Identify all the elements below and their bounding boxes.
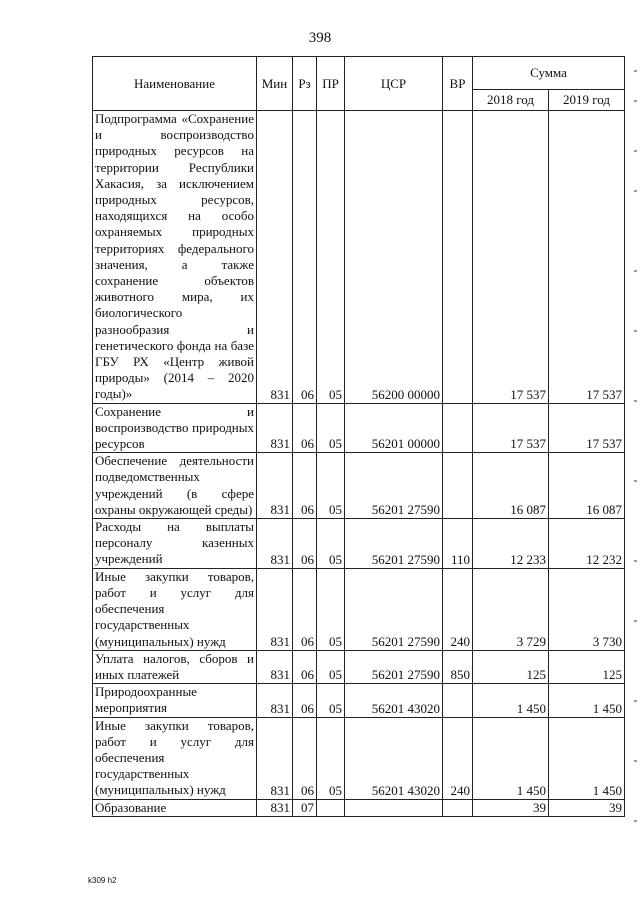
cell-vr: 240: [443, 717, 473, 799]
cell-2018: 17 537: [473, 111, 549, 404]
cell-2018: 1 450: [473, 684, 549, 717]
cell-csr: 56200 00000: [345, 111, 443, 404]
cell-2019: 16 087: [549, 453, 625, 519]
cell-rz: 06: [293, 717, 317, 799]
cell-2018: 125: [473, 650, 549, 683]
cell-min: 831: [257, 403, 293, 453]
cell-min: 831: [257, 650, 293, 683]
cell-2019: 12 232: [549, 519, 625, 569]
cell-rz: 06: [293, 453, 317, 519]
table-row: [93, 403, 625, 453]
cell-rz: 06: [293, 684, 317, 717]
cell-2018: 17 537: [473, 403, 549, 453]
cell-vr: [443, 684, 473, 717]
cell-name: Уплата налогов, сборов и иных платежей: [93, 650, 257, 683]
header-rz: Рз: [293, 57, 317, 111]
cell-name: Природоохранные мероприятия: [93, 684, 257, 717]
table-row: [93, 684, 625, 717]
cell-rz: 06: [293, 111, 317, 404]
cell-min: 831: [257, 568, 293, 650]
cell-csr: 56201 27590: [345, 650, 443, 683]
cell-2019: 3 730: [549, 568, 625, 650]
cell-rz: 06: [293, 568, 317, 650]
page-number: 398: [308, 30, 332, 46]
cell-2019: 1 450: [549, 684, 625, 717]
cell-name: Обеспечение деятельности подведомственных учреждений (в сфере охраны окружающей среды): [93, 453, 257, 519]
cell-rz: 06: [293, 519, 317, 569]
cell-pr: 05: [317, 650, 345, 683]
cell-name: Образование: [93, 799, 257, 816]
header-csr: ЦСР: [345, 57, 443, 111]
cell-pr: 05: [317, 568, 345, 650]
cell-csr: 56201 27590: [345, 519, 443, 569]
table-row: [93, 650, 625, 683]
table-row: [93, 453, 625, 519]
cell-rz: 07: [293, 799, 317, 816]
cell-csr: 56201 43020: [345, 684, 443, 717]
cell-csr: 56201 27590: [345, 453, 443, 519]
cell-csr: 56201 00000: [345, 403, 443, 453]
cell-vr: [443, 799, 473, 816]
cell-name: Иные закупки товаров, работ и услуг для обеспечения государственных (муниципальных) нужд: [93, 568, 257, 650]
cell-2018: 3 729: [473, 568, 549, 650]
cell-min: 831: [257, 684, 293, 717]
cell-2019: 1 450: [549, 717, 625, 799]
cell-pr: 05: [317, 111, 345, 404]
cell-min: 831: [257, 519, 293, 569]
cell-min: 831: [257, 111, 293, 404]
cell-pr: 05: [317, 453, 345, 519]
cell-2019: 39: [549, 799, 625, 816]
cell-min: 831: [257, 453, 293, 519]
cell-name: Расходы на выплаты персоналу казенных учреждений: [93, 519, 257, 569]
cell-2018: 12 233: [473, 519, 549, 569]
cell-csr: 56201 43020: [345, 717, 443, 799]
cell-2019: 125: [549, 650, 625, 683]
table-row: [93, 111, 625, 404]
header-sum: Сумма: [473, 57, 625, 90]
cell-vr: [443, 403, 473, 453]
budget-table: [92, 56, 625, 817]
cell-pr: [317, 799, 345, 816]
header-name: Наименование: [93, 57, 257, 111]
table-row: [93, 568, 625, 650]
table-row: [93, 717, 625, 799]
header-min: Мин: [257, 57, 293, 111]
cell-vr: 850: [443, 650, 473, 683]
cell-csr: 56201 27590: [345, 568, 443, 650]
cell-vr: [443, 111, 473, 404]
cell-csr: [345, 799, 443, 816]
table-row: [93, 799, 625, 816]
cell-rz: 06: [293, 403, 317, 453]
footer-code: k309 h2: [88, 876, 117, 885]
table-row: [93, 519, 625, 569]
cell-2019: 17 537: [549, 111, 625, 404]
header-year-2019: 2019 год: [549, 90, 625, 111]
cell-vr: [443, 453, 473, 519]
cell-rz: 06: [293, 650, 317, 683]
cell-2018: 39: [473, 799, 549, 816]
cell-2018: 1 450: [473, 717, 549, 799]
cell-vr: 240: [443, 568, 473, 650]
cell-pr: 05: [317, 519, 345, 569]
cell-vr: 110: [443, 519, 473, 569]
cell-2019: 17 537: [549, 403, 625, 453]
cell-pr: 05: [317, 717, 345, 799]
scan-edge-marks: [634, 60, 638, 840]
header-pr: ПР: [317, 57, 345, 111]
cell-min: 831: [257, 717, 293, 799]
cell-min: 831: [257, 799, 293, 816]
table-body: [93, 111, 625, 817]
cell-2018: 16 087: [473, 453, 549, 519]
header-vr: ВР: [443, 57, 473, 111]
cell-pr: 05: [317, 403, 345, 453]
header-year-2018: 2018 год: [473, 90, 549, 111]
cell-name: Подпрограмма «Сохранение и воспроизводство природных ресурсов на территории Республики Хакасия, за исключением природных ресурсов, находящихся на особо охраняемых природных территориях федерального значения, а также сохранение объектов животного мира, их биологического разнообразия и генетического фонда на базе ГБУ РХ «Центр живой природы» (2014 – 2020 годы)»: [93, 111, 257, 404]
cell-name: Иные закупки товаров, работ и услуг для обеспечения государственных (муниципальных) нужд: [93, 717, 257, 799]
cell-pr: 05: [317, 684, 345, 717]
cell-name: Сохранение и воспроизводство природных ресурсов: [93, 403, 257, 453]
